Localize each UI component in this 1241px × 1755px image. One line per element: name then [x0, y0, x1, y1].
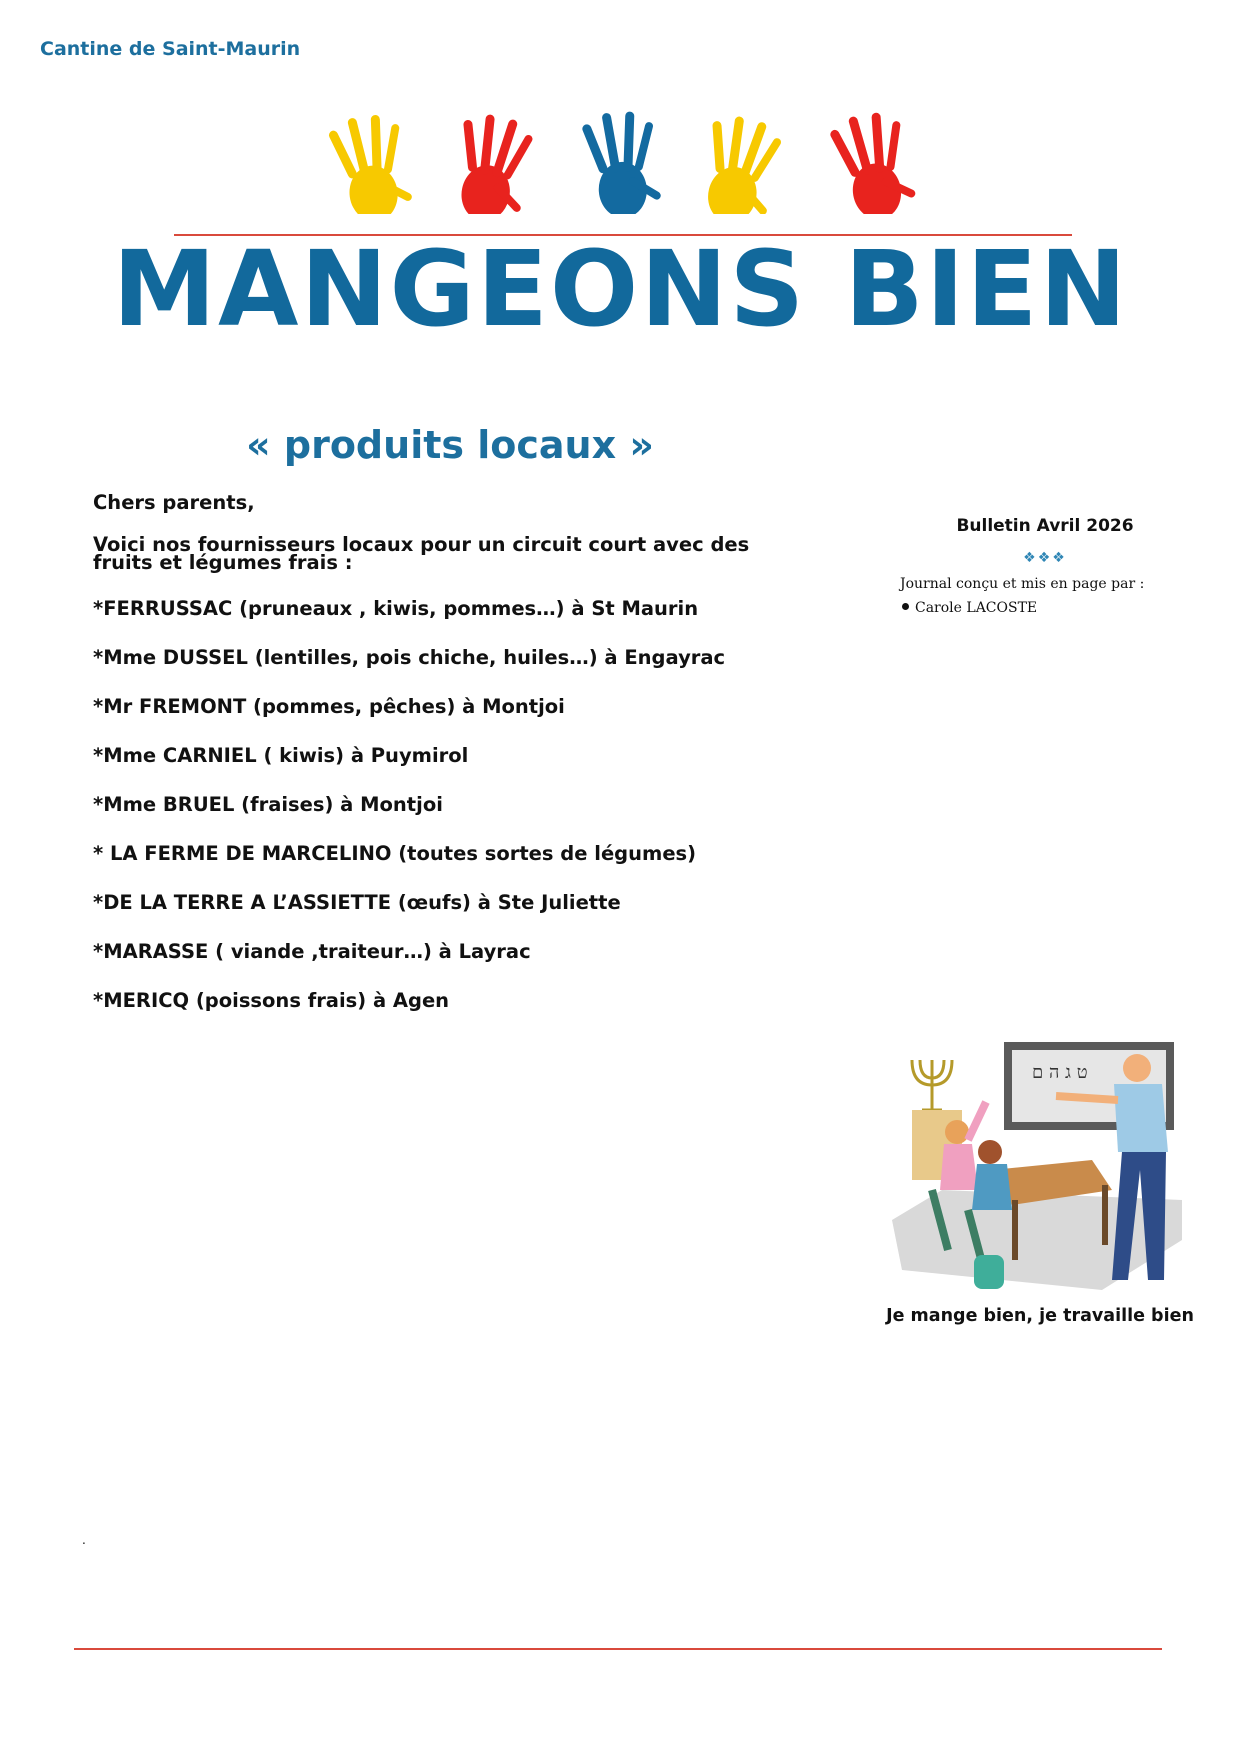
supplier-item: *MARASSE ( viande ,traiteur…) à Layrac	[93, 940, 531, 963]
sidebar	[900, 516, 1190, 616]
supplier-item: *DE LA TERRE A L’ASSIETTE (œufs) à Ste Juliette	[93, 891, 621, 914]
credit-line	[900, 600, 1190, 616]
article-body	[93, 491, 813, 1037]
bullet-icon	[902, 603, 909, 610]
bottom-divider	[74, 1648, 1162, 1650]
blue-hand-icon	[580, 109, 664, 214]
yellow-hand-icon	[326, 111, 416, 214]
school-name: Cantine de Saint-Maurin	[40, 38, 301, 60]
illustration-caption: Je mange bien, je travaille bien	[886, 1306, 1194, 1326]
greeting: Chers parents,	[93, 491, 255, 514]
article-subtitle: « produits locaux »	[246, 423, 654, 467]
handprints-logo	[310, 92, 940, 214]
red-hand-icon	[443, 109, 540, 214]
supplier-item: *Mme DUSSEL (lentilles, pois chiche, huiles…) à Engayrac	[93, 646, 726, 669]
ornament: ❖❖❖	[1023, 550, 1067, 566]
red-hand-icon-2	[827, 108, 921, 214]
supplier-item: *Mme BRUEL (fraises) à Montjoi	[93, 793, 443, 816]
credit-label: Journal conçu et mis en page par :	[900, 576, 1145, 592]
intro-text: Voici nos fournisseurs locaux pour un circuit court avec des fruits et légumes frais :	[93, 533, 750, 574]
credit-name: Carole LACOSTE	[915, 600, 1038, 616]
stray-mark: .	[82, 1533, 86, 1547]
bulletin-date: Bulletin Avril 2026	[956, 516, 1134, 536]
supplier-item: *Mr FREMONT (pommes, pêches) à Montjoi	[93, 695, 565, 718]
supplier-item: * LA FERME DE MARCELINO (toutes sortes de légumes)	[93, 842, 697, 865]
supplier-item: *MERICQ (poissons frais) à Agen	[93, 989, 450, 1012]
svg-text:ט ג ה ם: ט ג ה ם	[1032, 1062, 1088, 1083]
supplier-item: *FERRUSSAC (pruneaux , kiwis, pommes…) à St Maurin	[93, 597, 699, 620]
supplier-item: *Mme CARNIEL ( kiwis) à Puymirol	[93, 744, 469, 767]
masthead-title: MANGEONS BIEN	[112, 228, 1129, 350]
yellow-hand-icon-2	[689, 110, 789, 214]
classroom-teacher-icon	[882, 1040, 1200, 1302]
